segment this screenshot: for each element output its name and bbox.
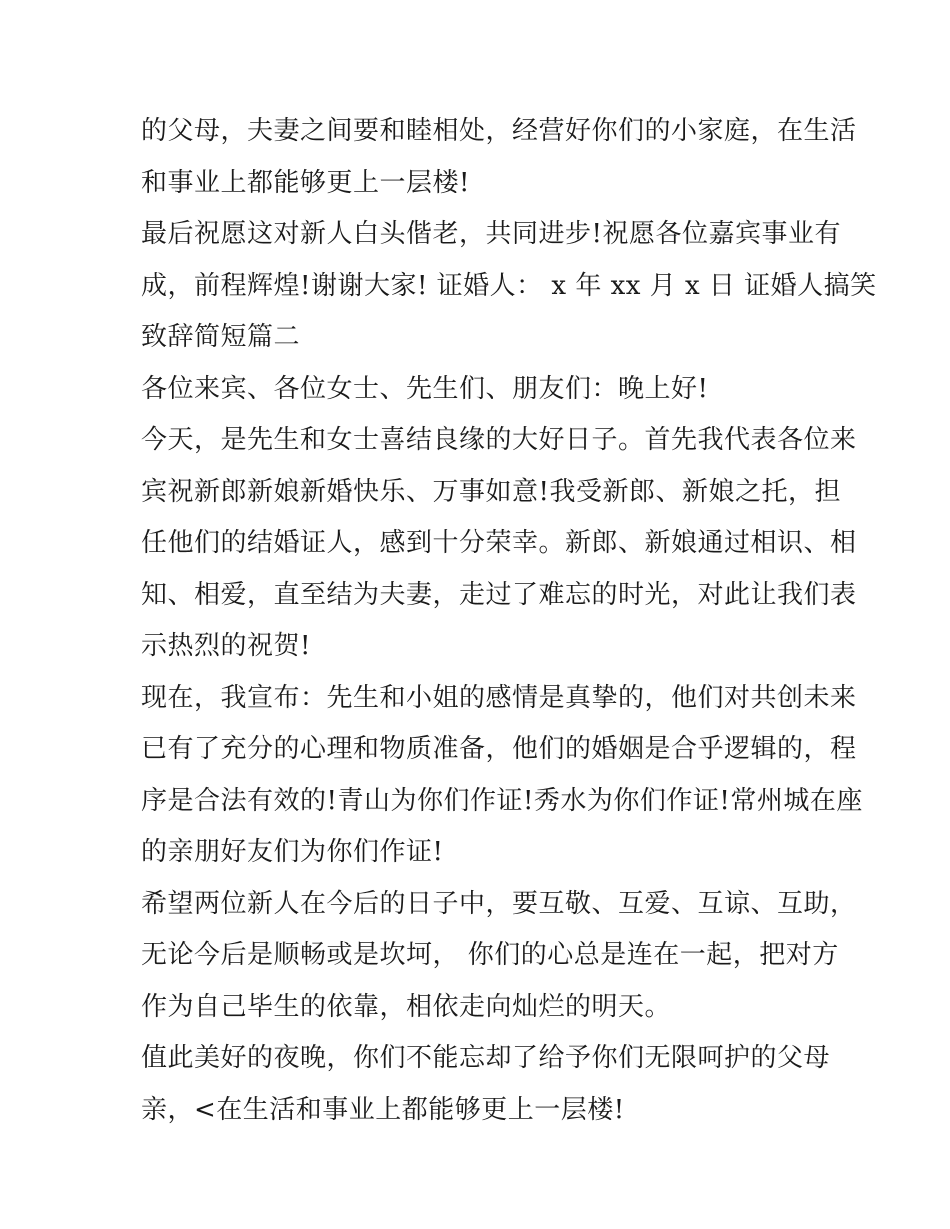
text-line: 已有了充分的心理和物质准备，他们的婚姻是合乎逻辑的，程	[141, 734, 857, 764]
text-line: 任他们的结婚证人，感到十分荣幸。新郎、新娘通过相识、相	[141, 528, 857, 558]
text-line: 的亲朋好友们为你们作证!	[141, 837, 444, 867]
text-line: 最后祝愿这对新人白头偕老，共同进步!祝愿各位嘉宾事业有	[141, 219, 841, 249]
text-line: 作为自己毕生的依靠，相依走向灿烂的明天。	[141, 991, 672, 1022]
document-body	[141, 106, 877, 1136]
text-line: 值此美好的夜晚，你们不能忘却了给予你们无限呵护的父母	[141, 1043, 831, 1073]
section-heading-line: 致辞简短篇二	[141, 322, 301, 352]
text-line: 的父母，夫妻之间要和睦相处，经营好你们的小家庭，在生活	[141, 116, 857, 146]
text-line: 希望两位新人在今后的日子中，要互敬、互爱、互谅、互助，	[141, 888, 857, 919]
text-line: 今天，是先生和女士喜结良缘的大好日子。首先我代表各位来	[141, 425, 857, 455]
text-line: 和事业上都能够更上一层楼!	[141, 167, 470, 198]
text-line: 各位来宾、各位女士、先生们、朋友们：晚上好!	[141, 373, 709, 404]
text-line: 成，前程辉煌!谢谢大家! 证婚人： x 年 xx 月 x 日 证婚人搞笑	[141, 270, 877, 301]
text-line: 无论今后是顺畅或是坎坷， 你们的心总是连在一起，把对方	[141, 940, 839, 970]
text-line: 知、相爱，直至结为夫妻，走过了难忘的时光，对此让我们表	[141, 579, 857, 610]
text-line: 示热烈的祝贺!	[141, 631, 311, 661]
text-line: 现在，我宣布：先生和小姐的感情是真挚的，他们对共创未来	[141, 682, 857, 713]
text-line: 亲，<在生活和事业上都能够更上一层楼!	[141, 1094, 625, 1125]
text-line: 宾祝新郎新娘新婚快乐、万事如意!我受新郎、新娘之托，担	[141, 476, 841, 507]
text-line: 序是合法有效的!青山为你们作证!秀水为你们作证!常州城在座	[141, 785, 863, 816]
